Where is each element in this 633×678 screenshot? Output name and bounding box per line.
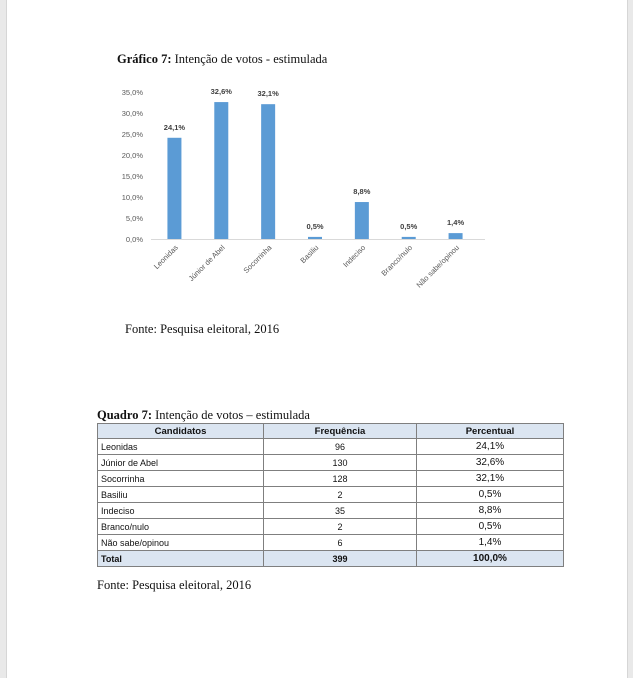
cell-candidate: Não sabe/opinou	[98, 535, 264, 551]
x-tick-label: Leonidas	[151, 243, 180, 271]
cell-frequency: 35	[264, 503, 417, 519]
y-tick-label: 25,0%	[121, 130, 143, 139]
table-title-number: Quadro 7:	[97, 408, 152, 422]
cell-candidate: Socorrinha	[98, 471, 264, 487]
header-candidatos: Candidatos	[98, 424, 264, 439]
table-header-row	[98, 424, 564, 439]
x-tick-label: Júnior de Abel	[186, 243, 227, 284]
data-label: 32,6%	[210, 87, 232, 97]
data-label: 0,5%	[400, 221, 418, 231]
table-row	[98, 519, 564, 535]
cell-candidate: Basiliu	[98, 487, 264, 503]
y-tick-label: 0,0%	[125, 235, 143, 244]
data-label: 32,1%	[257, 89, 279, 99]
table-title	[97, 408, 310, 423]
bar-chart	[7, 0, 627, 320]
table-source: Fonte: Pesquisa eleitoral, 2016	[97, 578, 252, 592]
chart-title-number: Gráfico 7:	[117, 52, 172, 66]
votes-table	[97, 423, 564, 567]
bar	[214, 102, 228, 239]
cell-frequency: 2	[264, 487, 417, 503]
cell-percent: 32,1%	[417, 471, 564, 487]
data-label: 24,1%	[163, 122, 186, 132]
x-tick-label: Branco/nulo	[379, 243, 415, 278]
chart-title-text: Intenção de votos - estimulada	[171, 52, 328, 66]
cell-percent: 32,6%	[417, 455, 564, 471]
cell-candidate: Leonidas	[98, 439, 264, 455]
bar	[355, 202, 369, 239]
cell-frequency: 128	[264, 471, 417, 487]
y-tick-label: 30,0%	[121, 109, 143, 118]
cell-candidate: Branco/nulo	[98, 519, 264, 535]
bar	[167, 138, 181, 239]
chart-source: Fonte: Pesquisa eleitoral, 2016	[125, 322, 280, 336]
bar	[261, 104, 275, 239]
cell-percent: 24,1%	[417, 439, 564, 455]
cell-frequency: 6	[264, 535, 417, 551]
cell-total-percent: 100,0%	[417, 551, 564, 567]
table-row	[98, 487, 564, 503]
document-page	[6, 0, 628, 678]
x-tick-label: Basiliu	[298, 243, 321, 266]
table-row	[98, 439, 564, 455]
bar	[402, 237, 416, 239]
y-tick-label: 5,0%	[125, 214, 143, 223]
table-title-text: Intenção de votos – estimulada	[152, 408, 310, 422]
cell-frequency: 96	[264, 439, 417, 455]
y-tick-label: 10,0%	[121, 193, 143, 202]
header-percentual: Percentual	[417, 424, 564, 439]
y-tick-label: 35,0%	[121, 88, 143, 97]
cell-candidate: Júnior de Abel	[98, 455, 264, 471]
cell-total-frequency: 399	[264, 551, 417, 567]
y-tick-label: 15,0%	[121, 172, 143, 181]
cell-frequency: 2	[264, 519, 417, 535]
x-tick-label: Indeciso	[341, 243, 368, 270]
bar	[308, 237, 322, 239]
y-tick-label: 20,0%	[121, 151, 143, 160]
x-tick-label: Não sabe/opinou	[414, 243, 461, 290]
cell-percent: 8,8%	[417, 503, 564, 519]
table-row	[98, 455, 564, 471]
data-label: 1,4%	[447, 218, 465, 228]
x-tick-label: Socorrinha	[241, 243, 274, 276]
bar	[449, 233, 463, 239]
cell-percent: 0,5%	[417, 519, 564, 535]
data-label: 8,8%	[353, 187, 371, 197]
cell-percent: 0,5%	[417, 487, 564, 503]
cell-candidate: Indeciso	[98, 503, 264, 519]
table-row	[98, 535, 564, 551]
cell-frequency: 130	[264, 455, 417, 471]
cell-total-label: Total	[98, 551, 264, 567]
table-row	[98, 503, 564, 519]
table-row	[98, 471, 564, 487]
header-frequencia: Frequência	[264, 424, 417, 439]
cell-percent: 1,4%	[417, 535, 564, 551]
data-label: 0,5%	[306, 221, 324, 231]
table-total-row	[98, 551, 564, 567]
